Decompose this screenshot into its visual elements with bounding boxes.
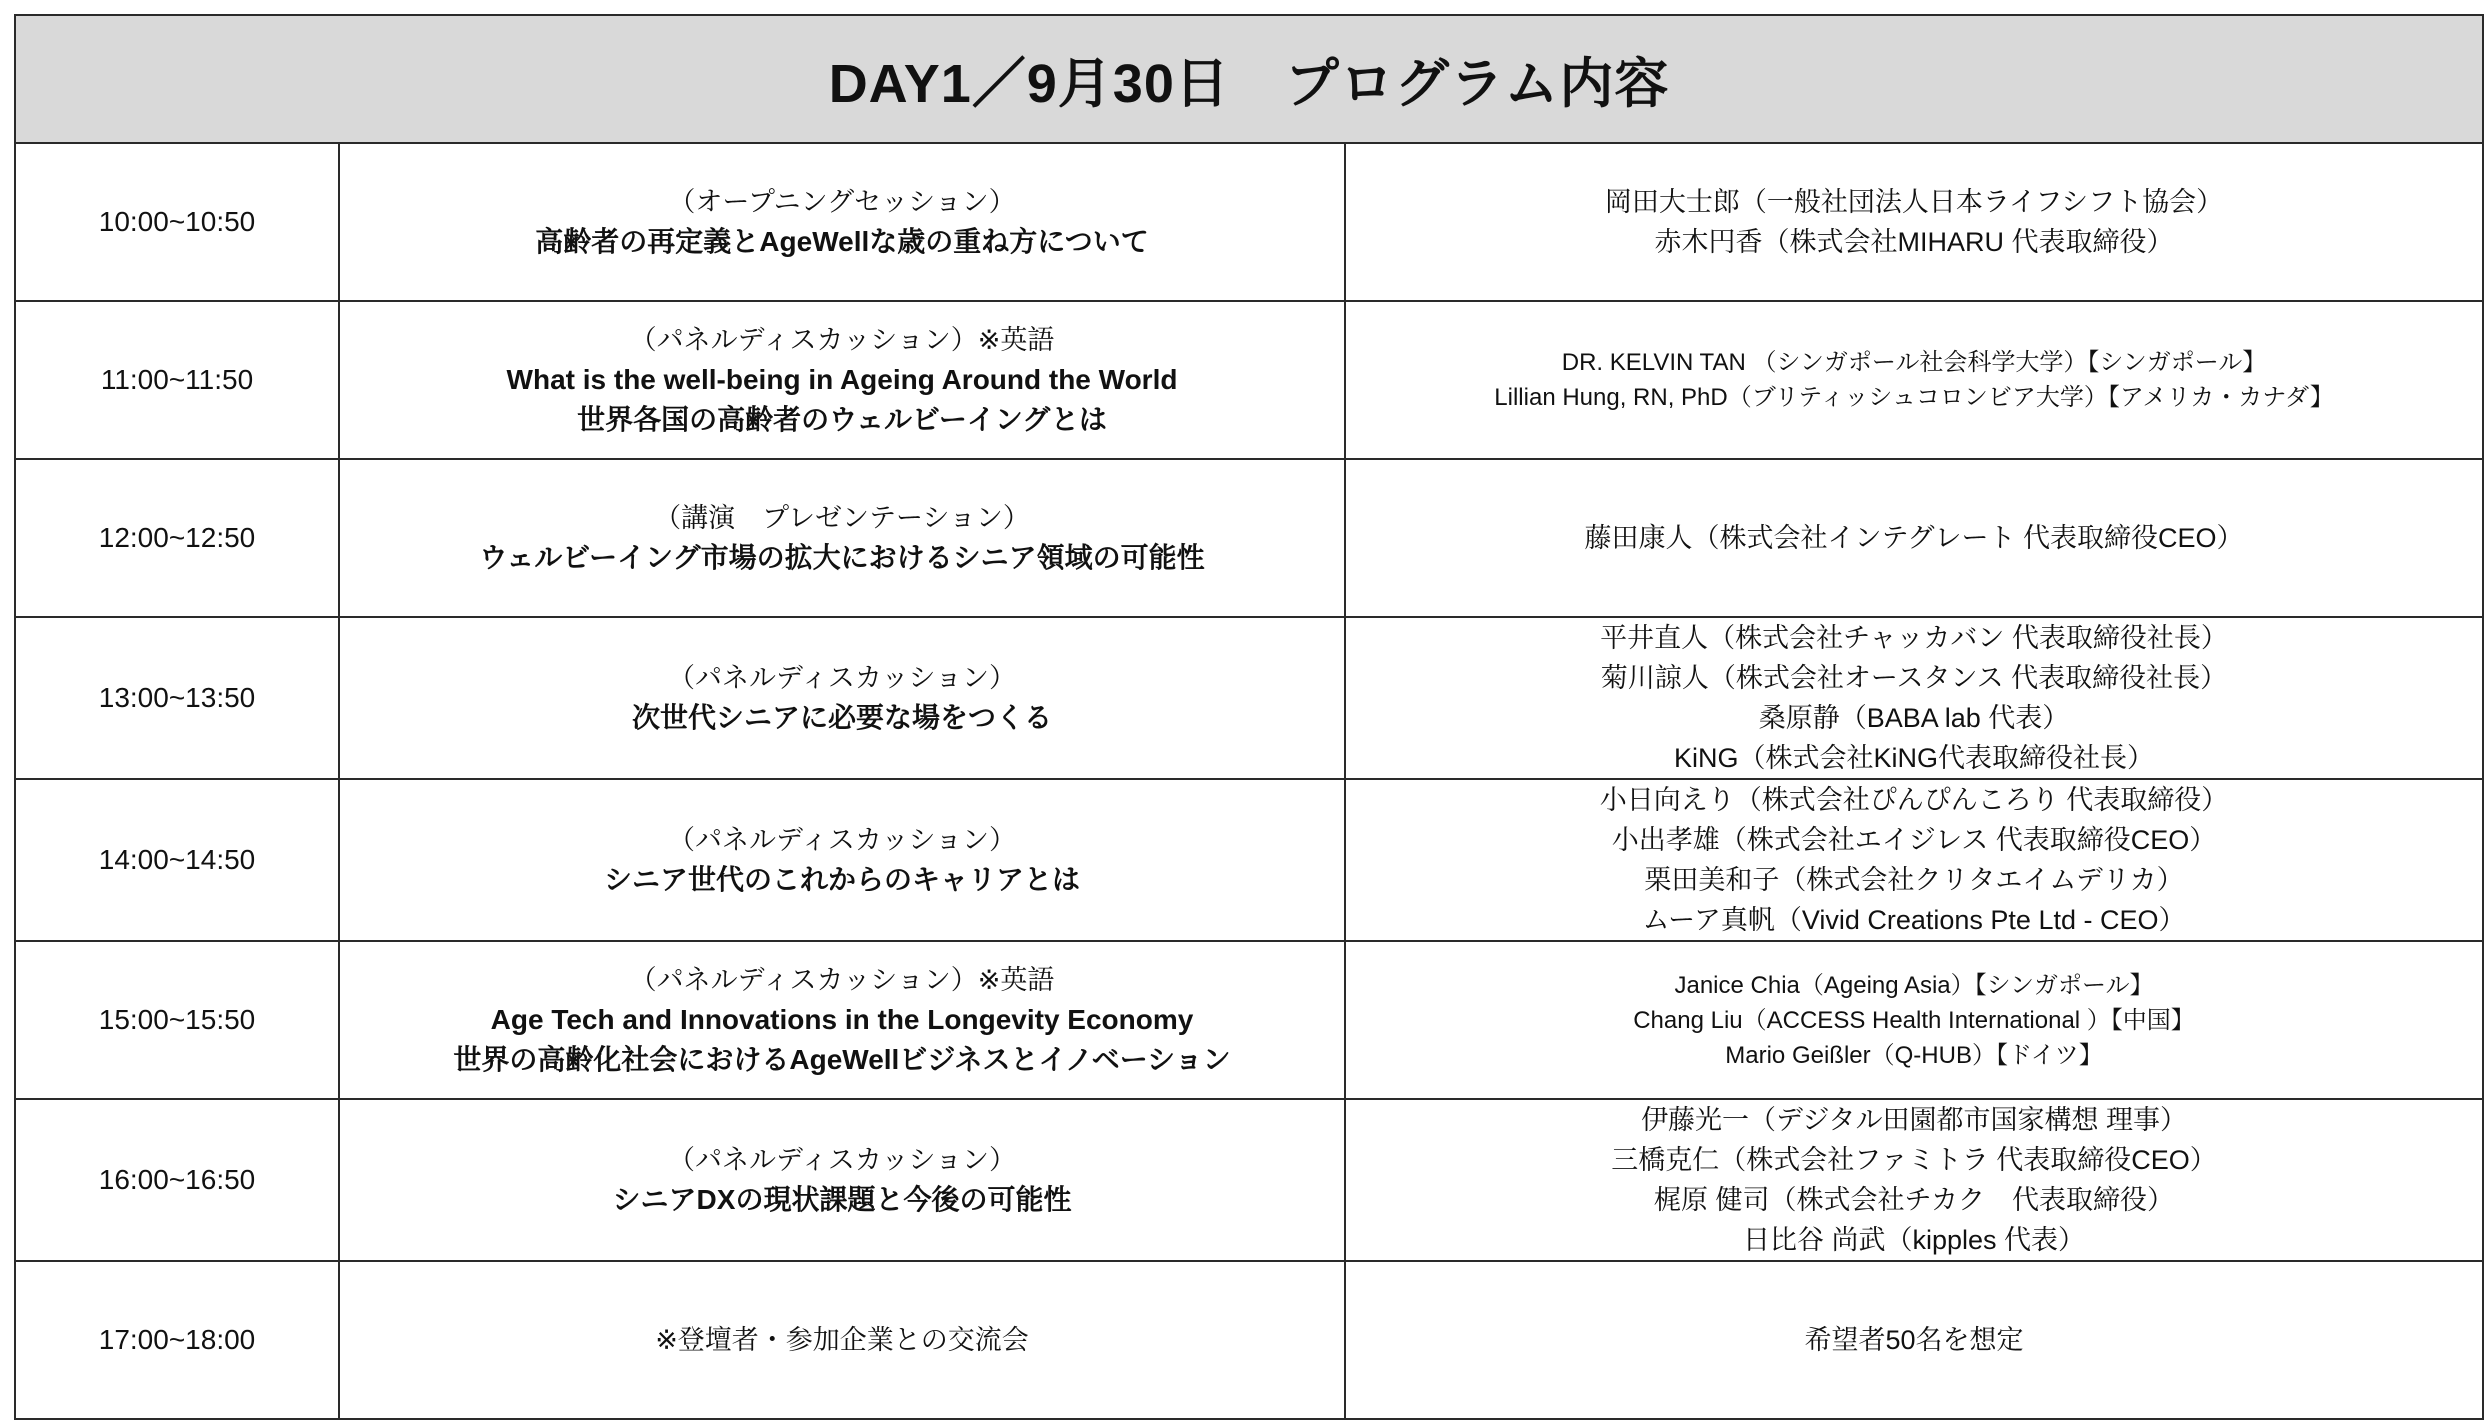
table-row xyxy=(15,779,2483,941)
speaker-line: 梶原 健司（株式会社チカク 代表取締役） xyxy=(1654,1185,2174,1215)
session-title: Age Tech and Innovations in the Longevity Economy xyxy=(490,1004,1194,1035)
session-title: シニア世代のこれからのキャリアとは xyxy=(603,864,1080,895)
table-row xyxy=(15,143,2483,301)
speaker-line: Chang Liu（ACCESS Health International ）【中国】 xyxy=(1633,1006,2195,1034)
session-type: ※登壇者・参加企業との交流会 xyxy=(655,1325,1029,1355)
speaker-line: 菊川諒人（株式会社オースタンス 代表取締役社長） xyxy=(1600,663,2228,693)
time-cell: 13:00~13:50 xyxy=(15,617,339,779)
speaker-cell xyxy=(1345,779,2483,941)
session-cell xyxy=(339,941,1345,1099)
session-cell xyxy=(339,459,1345,617)
session-title: 高齢者の再定義とAgeWellな歳の重ね方について xyxy=(535,226,1149,257)
speaker-line: 小出孝雄（株式会社エイジレス 代表取締役CEO） xyxy=(1611,825,2217,855)
session-title: ウェルビーイング市場の拡大におけるシニア領域の可能性 xyxy=(479,542,1205,573)
speaker-cell xyxy=(1345,143,2483,301)
speaker-cell xyxy=(1345,301,2483,459)
speaker-line: 岡田大士郎（一般社団法人日本ライフシフト協会） xyxy=(1604,187,2224,217)
session-type: （講演 プレゼンテーション） xyxy=(654,503,1030,533)
speaker-line: 平井直人（株式会社チャッカバン 代表取締役社長） xyxy=(1600,623,2228,653)
time-cell: 14:00~14:50 xyxy=(15,779,339,941)
speaker-line: 桑原静（BABA lab 代表） xyxy=(1758,703,2070,733)
time-cell: 15:00~15:50 xyxy=(15,941,339,1099)
speaker-line: 伊藤光一（デジタル田園都市国家構想 理事） xyxy=(1641,1105,2187,1135)
speaker-cell xyxy=(1345,1099,2483,1261)
speaker-line: 希望者50名を想定 xyxy=(1804,1325,2024,1355)
title-row xyxy=(15,15,2483,143)
speaker-cell xyxy=(1345,1261,2483,1419)
session-title: What is the well-being in Ageing Around the World xyxy=(506,364,1178,395)
session-cell xyxy=(339,301,1345,459)
speaker-line: 栗田美和子（株式会社クリタエイムデリカ） xyxy=(1644,865,2184,895)
session-type: （パネルディスカッション）※英語 xyxy=(629,325,1055,355)
table-row xyxy=(15,941,2483,1099)
speaker-line: 赤木円香（株式会社MIHARU 代表取締役） xyxy=(1654,227,2174,257)
speaker-line: Mario Geißler（Q-HUB）【ドイツ】 xyxy=(1725,1041,2103,1069)
page-title: DAY1／9月30日 プログラム内容 xyxy=(15,15,2483,143)
time-cell: 16:00~16:50 xyxy=(15,1099,339,1261)
speaker-line: Janice Chia（Ageing Asia）【シンガポール】 xyxy=(1674,971,2154,999)
session-type: （パネルディスカッション） xyxy=(667,663,1017,693)
session-title: 世界の高齢化社会におけるAgeWellビジネスとイノベーション xyxy=(453,1044,1231,1075)
session-type: （パネルディスカッション） xyxy=(667,1145,1017,1175)
session-cell xyxy=(339,1261,1345,1419)
session-title: シニアDXの現状課題と今後の可能性 xyxy=(612,1184,1072,1215)
table-row xyxy=(15,459,2483,617)
session-type: （パネルディスカッション）※英語 xyxy=(629,965,1055,995)
session-cell xyxy=(339,1099,1345,1261)
schedule-table xyxy=(14,14,2484,1420)
speaker-cell xyxy=(1345,617,2483,779)
session-type: （パネルディスカッション） xyxy=(667,825,1017,855)
table-row xyxy=(15,1099,2483,1261)
table-row xyxy=(15,617,2483,779)
time-cell: 17:00~18:00 xyxy=(15,1261,339,1419)
speaker-cell xyxy=(1345,941,2483,1099)
session-type: （オープニングセッション） xyxy=(668,187,1016,217)
session-cell xyxy=(339,617,1345,779)
speaker-line: 三橋克仁（株式会社ファミトラ 代表取締役CEO） xyxy=(1611,1145,2217,1175)
speaker-line: 藤田康人（株式会社インテグレート 代表取締役CEO） xyxy=(1584,523,2244,553)
table-row xyxy=(15,301,2483,459)
table-row xyxy=(15,1261,2483,1419)
speaker-line: ムーア真帆（Vivid Creations Pte Ltd - CEO） xyxy=(1642,905,2186,935)
schedule-rows xyxy=(15,143,2483,1419)
time-cell: 11:00~11:50 xyxy=(15,301,339,459)
time-cell: 10:00~10:50 xyxy=(15,143,339,301)
time-cell: 12:00~12:50 xyxy=(15,459,339,617)
speaker-line: Lillian Hung, RN, PhD（ブリティッシュコロンビア大学）【アメリカ・カナダ】 xyxy=(1494,384,2334,411)
session-cell xyxy=(339,143,1345,301)
session-title: 次世代シニアに必要な場をつくる xyxy=(631,702,1052,733)
speaker-cell xyxy=(1345,459,2483,617)
session-title: 世界各国の高齢者のウェルビーイングとは xyxy=(577,404,1107,435)
speaker-line: 日比谷 尚武（kipples 代表） xyxy=(1742,1225,2086,1255)
speaker-line: 小日向えり（株式会社ぴんぴんころり 代表取締役） xyxy=(1599,785,2229,815)
speaker-line: KiNG（株式会社KiNG代表取締役社長） xyxy=(1674,743,2155,773)
session-cell xyxy=(339,779,1345,941)
speaker-line: DR. KELVIN TAN （シンガポール社会科学大学）【シンガポール】 xyxy=(1561,349,2267,376)
